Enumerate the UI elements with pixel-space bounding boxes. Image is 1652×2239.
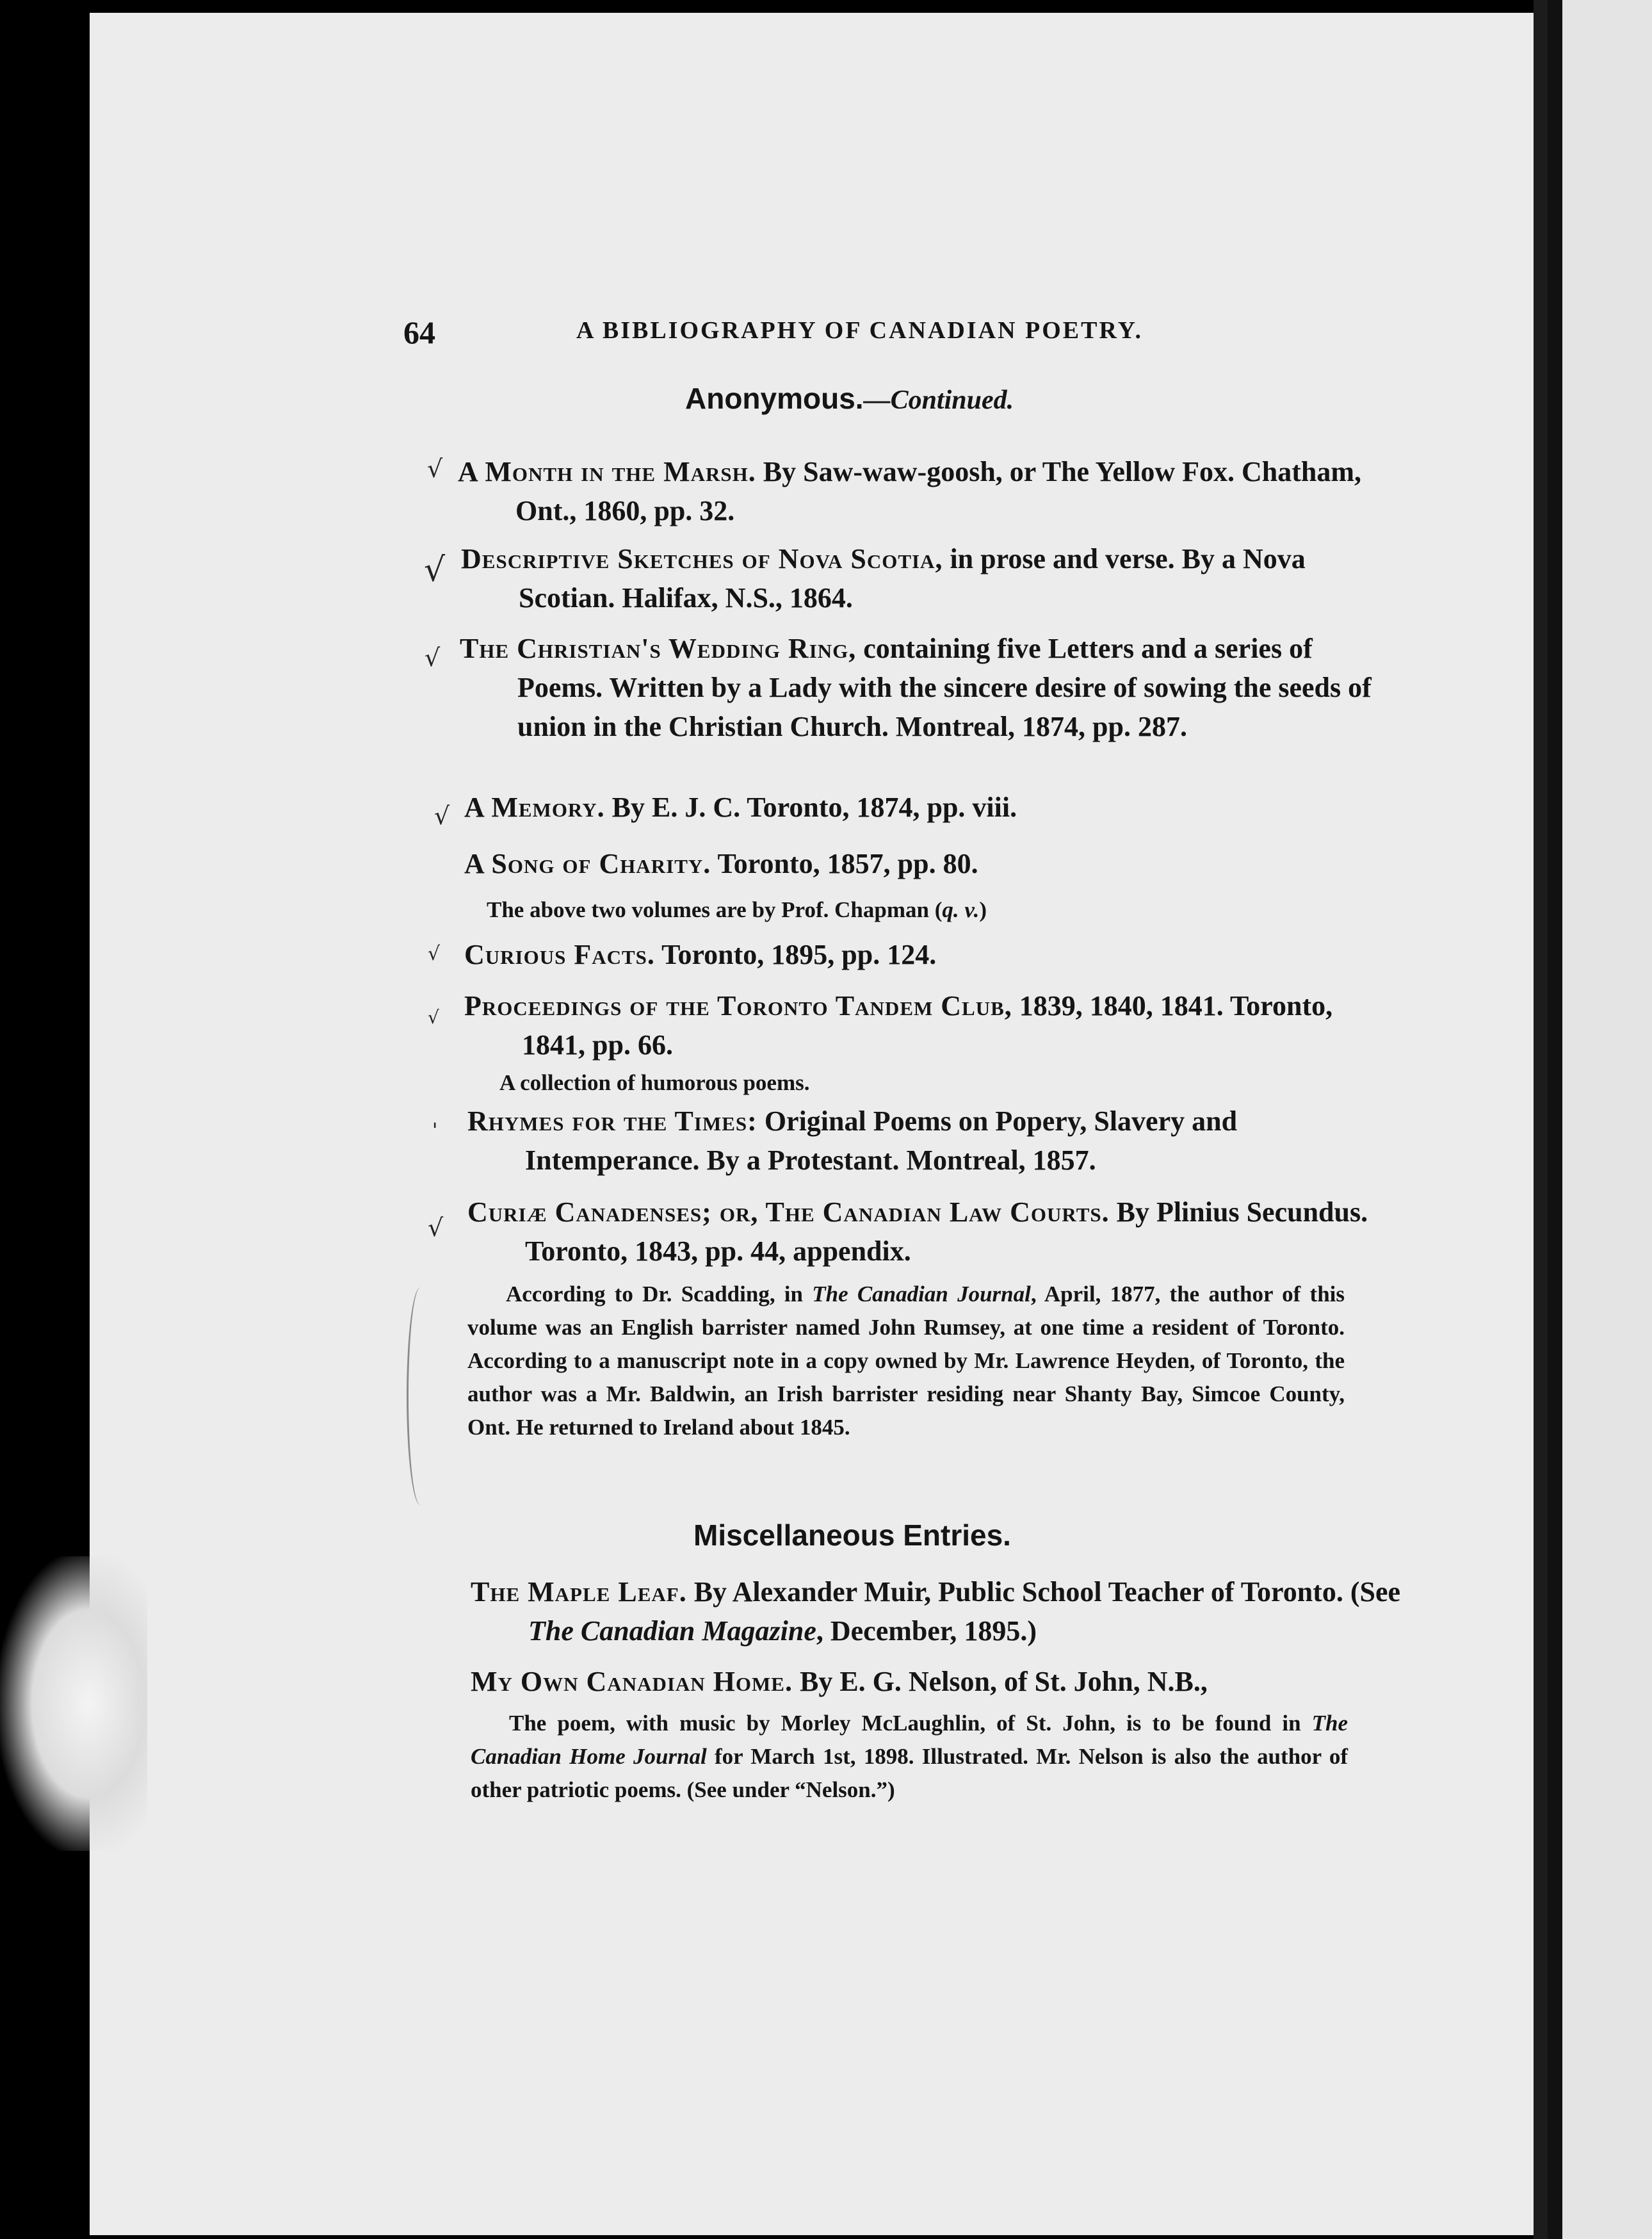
note-text: According to Dr. Scadding, in [506, 1282, 813, 1307]
entry-title: Rhymes for the Times: [467, 1105, 757, 1137]
bibliography-entry [461, 539, 1396, 617]
entry-title: Descriptive Sketches of Nova Scotia, [461, 543, 943, 574]
entry-note [499, 1066, 1268, 1100]
bibliography-entry [471, 1572, 1405, 1650]
note-text: , April, 1877, the author of this volume was an English barrister named John Rumsey, at one time a resident of Toronto. According to a manuscript note in a copy owned by Mr. Lawrence Heyden, of Toronto, the author was a Mr. Baldwin, an Irish barrister residing near Shanty Bay, Simcoe County, Ont. He returned to Ireland about 1845. [467, 1282, 1345, 1440]
heading-miscellaneous-text: Miscellaneous Entries. [693, 1518, 1011, 1552]
check-mark-icon: ' [432, 1120, 438, 1142]
check-mark-icon: √ [427, 455, 443, 483]
bibliography-entry [458, 452, 1393, 530]
page-content [90, 13, 1534, 2235]
entry-title: A Song of Charity. [464, 848, 711, 879]
entry-title: My Own Canadian Home. [471, 1666, 793, 1697]
entry-note [487, 893, 1319, 927]
entry-title: Curious Facts. [464, 939, 655, 970]
entry-title: The Christian's Wedding Ring, [460, 633, 857, 664]
check-mark-icon: √ [424, 551, 446, 589]
bibliography-entry [464, 935, 1399, 974]
entry-text: containing five Letters and a series of Poems. Written by a Lady with the sincere desire of sowing the seeds of union in the Christian Church. Montreal, 1874, pp. 287. [517, 633, 1372, 742]
entry-note [467, 1278, 1345, 1444]
entry-text: Original Poems on Popery, Slavery and Intemperance. By a Protestant. Montreal, 1857. [525, 1105, 1238, 1176]
bibliography-entry [460, 629, 1395, 746]
entry-text: , December, 1895.) [816, 1615, 1037, 1647]
entry-note [471, 1707, 1348, 1807]
page-number: 64 [403, 314, 435, 350]
entry-title: A Memory. [464, 792, 605, 823]
heading-continued: —Continued. [863, 386, 1014, 415]
entry-text: Toronto, 1895, pp. 124. [654, 939, 937, 970]
entry-title: Proceedings of the Toronto Tandem Club, [464, 990, 1012, 1022]
scan-light-blot [0, 1556, 147, 1851]
bibliography-entry [464, 788, 1399, 827]
note-text: The above two volumes are by Prof. Chapman ( [487, 897, 943, 922]
entry-text: By Alexander Muir, Public School Teacher of Toronto. (See [686, 1576, 1401, 1608]
bibliography-entry [467, 1102, 1402, 1180]
entry-emphasis: The Canadian Magazine [528, 1615, 816, 1647]
check-mark-icon: √ [428, 943, 441, 965]
entry-text: Toronto, 1857, pp. 80. [711, 848, 978, 879]
book-page [90, 13, 1534, 2235]
note-emphasis: q. v. [942, 897, 980, 922]
bibliography-entry [471, 1662, 1405, 1701]
note-text: The poem, with music by Morley McLaughlin, of St. John, is to be found in [509, 1711, 1312, 1736]
check-mark-icon: √ [428, 1214, 444, 1242]
section-heading-anonymous [685, 381, 1014, 416]
entry-text: By E. J. C. Toronto, 1874, pp. viii. [604, 792, 1017, 823]
note-text: for March 1st, 1898. Illustrated. Mr. Nelson is also the author of other patriotic poems. (See under “Nelson.”) [471, 1744, 1348, 1802]
note-text: ) [979, 897, 987, 922]
check-mark-icon: √ [434, 802, 450, 830]
entry-text: By E. G. Nelson, of St. John, N.B., [792, 1666, 1208, 1697]
bibliography-entry [467, 1193, 1402, 1271]
bibliography-entry [464, 844, 1399, 883]
note-emphasis: The Canadian Journal [812, 1282, 1031, 1307]
note-emphasis: The Canadian Home Journal [471, 1711, 1348, 1769]
entry-title: A Month in the Marsh. [458, 456, 756, 487]
running-head [403, 314, 1441, 365]
section-heading-miscellaneous [693, 1518, 1011, 1552]
entry-title: Curiæ Canadenses; or, The Canadian Law Courts. [467, 1196, 1110, 1228]
entry-text: in prose and verse. By a Nova Scotian. Halifax, N.S., 1864. [519, 543, 1306, 614]
note-text: A collection of humorous poems. [499, 1070, 810, 1095]
pencil-bracket-mark [407, 1287, 434, 1505]
entry-text: By Saw-waw-goosh, or The Yellow Fox. Chatham, Ont., 1860, pp. 32. [515, 456, 1361, 526]
running-title: A BIBLIOGRAPHY OF CANADIAN POETRY. [576, 317, 1144, 344]
bibliography-entry [464, 986, 1399, 1064]
entry-title: The Maple Leaf. [471, 1576, 687, 1608]
adjacent-page-edge [1562, 0, 1652, 2239]
page-spine-edge [1534, 0, 1548, 2239]
check-mark-icon: √ [428, 1007, 439, 1028]
entry-text: 1839, 1840, 1841. Toronto, 1841, pp. 66. [522, 990, 1333, 1061]
entry-text: By Plinius Secundus. Toronto, 1843, pp. 44, appendix. [525, 1196, 1368, 1267]
heading-anonymous-text: Anonymous. [685, 382, 864, 415]
check-mark-icon: √ [425, 644, 441, 672]
